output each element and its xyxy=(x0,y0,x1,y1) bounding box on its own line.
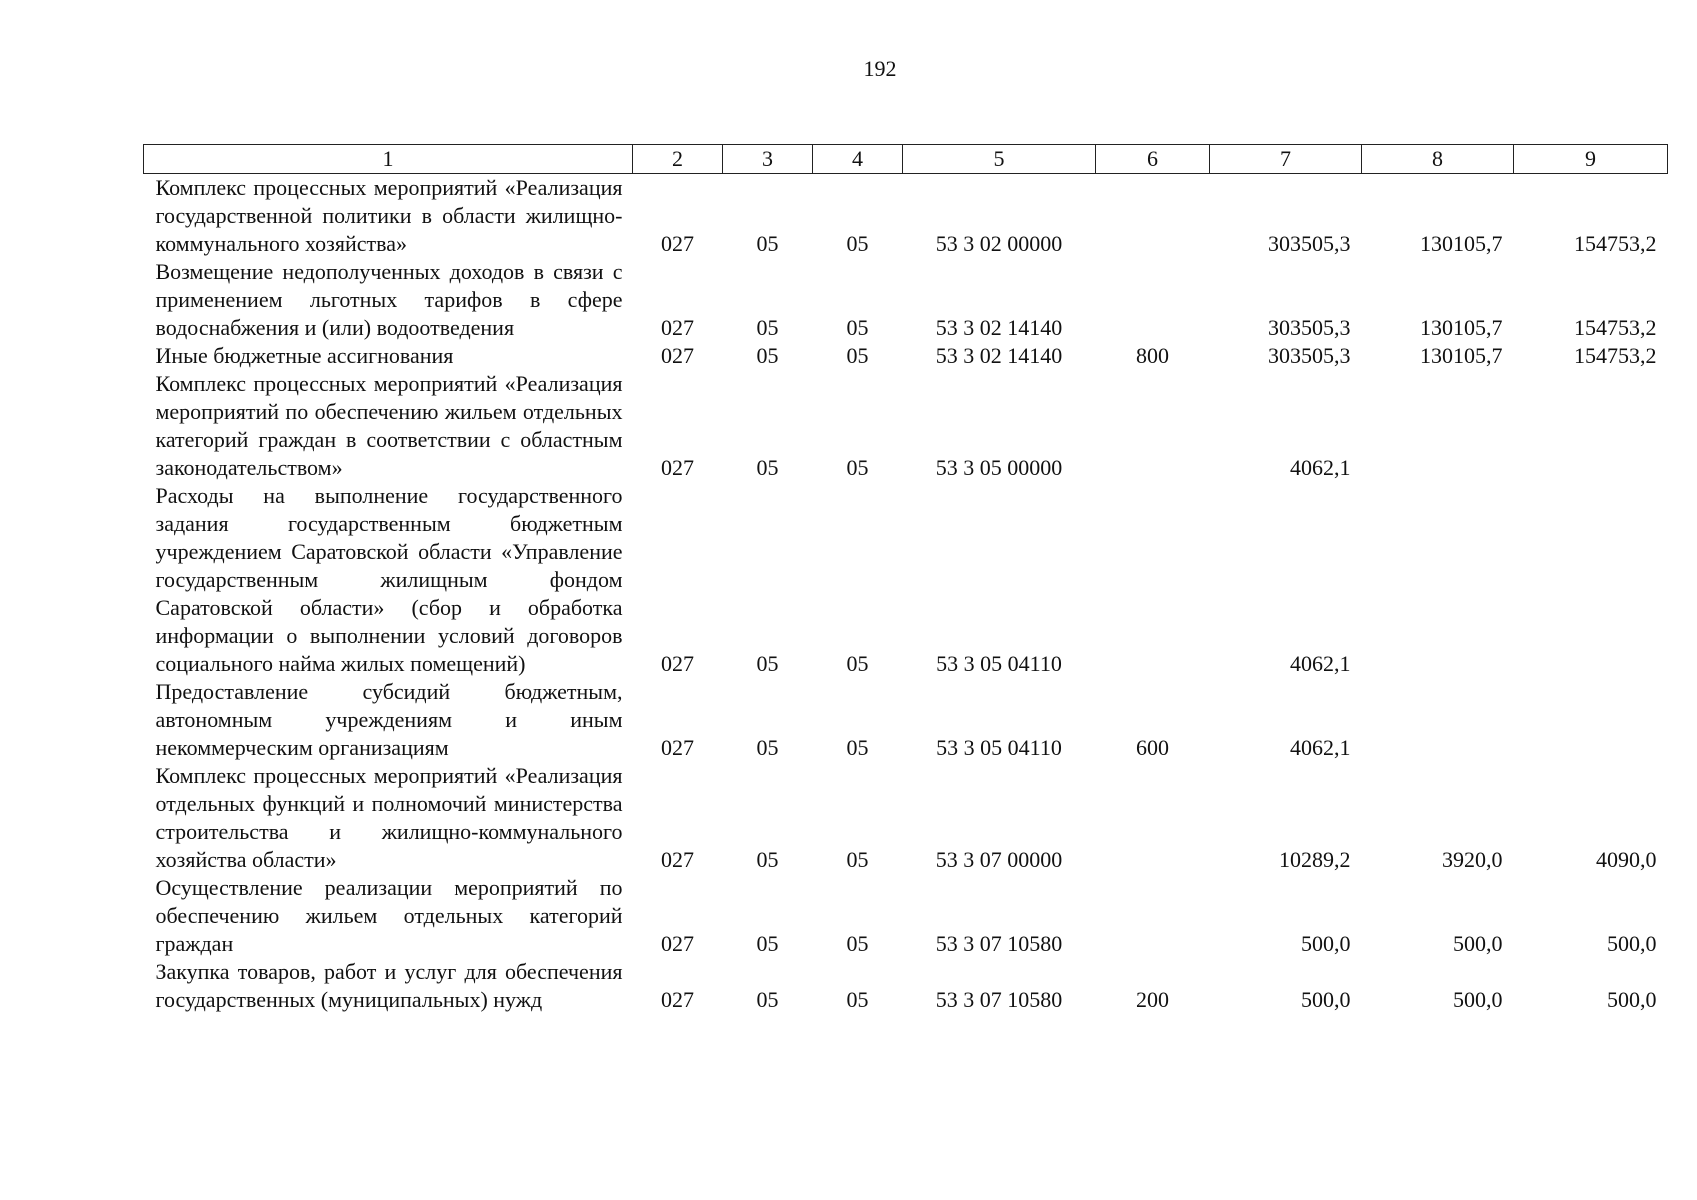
amount-col8 xyxy=(1362,370,1514,482)
amount-col7: 500,0 xyxy=(1301,987,1351,1012)
target-article-code: 53 3 02 14140 xyxy=(935,315,1063,340)
target-article-code: 53 3 07 10580 xyxy=(935,987,1063,1012)
column-header: 4 xyxy=(813,145,903,174)
amount-col9 xyxy=(1514,370,1668,482)
subsection-code: 05 xyxy=(846,847,869,872)
column-header: 1 xyxy=(144,145,633,174)
column-header: 5 xyxy=(903,145,1096,174)
ministry-code: 027 xyxy=(661,343,694,368)
amount-col9: 154753,2 xyxy=(1574,315,1657,340)
amount-col9 xyxy=(1514,482,1668,678)
amount-col7: 500,0 xyxy=(1301,931,1351,956)
column-header: 7 xyxy=(1210,145,1362,174)
target-article-code: 53 3 02 14140 xyxy=(935,343,1063,368)
expense-type-code: 600 xyxy=(1136,735,1169,760)
target-article-code: 53 3 05 04110 xyxy=(936,735,1062,760)
subsection-code: 05 xyxy=(846,931,869,956)
row-name: Закупка товаров, работ и услуг для обеспечения государственных (муниципальных) нужд xyxy=(155,959,623,1012)
ministry-code: 027 xyxy=(661,847,694,872)
expense-type-code: 200 xyxy=(1136,987,1169,1012)
amount-col7: 4062,1 xyxy=(1290,735,1351,760)
row-name: Комплекс процессных мероприятий «Реализация мероприятий по обеспечению жильем отдельных категорий граждан в соответствии с областным законодательством» xyxy=(155,371,623,480)
expense-type-code xyxy=(1096,482,1210,678)
table-header xyxy=(144,145,1668,174)
section-code: 05 xyxy=(756,987,779,1012)
column-header: 3 xyxy=(723,145,813,174)
expense-type-code xyxy=(1096,874,1210,958)
amount-col7: 303505,3 xyxy=(1268,315,1351,340)
section-code: 05 xyxy=(756,231,779,256)
table-body xyxy=(144,174,1668,1015)
section-code: 05 xyxy=(756,735,779,760)
table-row xyxy=(144,874,1668,958)
ministry-code: 027 xyxy=(661,231,694,256)
ministry-code: 027 xyxy=(661,651,694,676)
table-row xyxy=(144,370,1668,482)
ministry-code: 027 xyxy=(661,987,694,1012)
section-code: 05 xyxy=(756,847,779,872)
expense-type-code: 800 xyxy=(1136,343,1169,368)
row-name: Возмещение недополученных доходов в связи с применением льготных тарифов в сфере водоснабжения и (или) водоотведения xyxy=(155,259,623,340)
amount-col9: 154753,2 xyxy=(1574,231,1657,256)
subsection-code: 05 xyxy=(846,987,869,1012)
subsection-code: 05 xyxy=(846,735,869,760)
amount-col8: 3920,0 xyxy=(1442,847,1503,872)
target-article-code: 53 3 02 00000 xyxy=(935,231,1063,256)
amount-col8: 130105,7 xyxy=(1420,231,1503,256)
row-name: Комплекс процессных мероприятий «Реализация государственной политики в области жилищно-коммунального хозяйства» xyxy=(155,175,623,256)
amount-col8: 500,0 xyxy=(1453,931,1503,956)
ministry-code: 027 xyxy=(661,931,694,956)
amount-col9: 500,0 xyxy=(1607,931,1657,956)
column-number-row xyxy=(144,145,1668,174)
subsection-code: 05 xyxy=(846,651,869,676)
expense-type-code xyxy=(1096,174,1210,259)
amount-col9: 154753,2 xyxy=(1574,343,1657,368)
table-row xyxy=(144,482,1668,678)
ministry-code: 027 xyxy=(661,315,694,340)
subsection-code: 05 xyxy=(846,343,869,368)
amount-col9: 500,0 xyxy=(1607,987,1657,1012)
amount-col8 xyxy=(1362,482,1514,678)
amount-col7: 303505,3 xyxy=(1268,231,1351,256)
table-row xyxy=(144,258,1668,342)
subsection-code: 05 xyxy=(846,455,869,480)
section-code: 05 xyxy=(756,315,779,340)
table-row xyxy=(144,342,1668,370)
row-name: Комплекс процессных мероприятий «Реализация отдельных функций и полномочий министерства строительства и жилищно-коммунального хозяйства области» xyxy=(155,763,623,872)
amount-col7: 303505,3 xyxy=(1268,343,1351,368)
subsection-code: 05 xyxy=(846,315,869,340)
row-name: Иные бюджетные ассигнования xyxy=(155,343,454,368)
amount-col7: 4062,1 xyxy=(1290,455,1351,480)
column-header: 2 xyxy=(633,145,723,174)
budget-table xyxy=(143,144,1668,1014)
column-header: 6 xyxy=(1096,145,1210,174)
column-header: 8 xyxy=(1362,145,1514,174)
amount-col7: 10289,2 xyxy=(1279,847,1351,872)
target-article-code: 53 3 05 04110 xyxy=(936,651,1062,676)
ministry-code: 027 xyxy=(661,455,694,480)
table-row xyxy=(144,678,1668,762)
table-row xyxy=(144,174,1668,259)
amount-col8 xyxy=(1362,678,1514,762)
amount-col8: 130105,7 xyxy=(1420,315,1503,340)
section-code: 05 xyxy=(756,931,779,956)
target-article-code: 53 3 05 00000 xyxy=(935,455,1063,480)
section-code: 05 xyxy=(756,651,779,676)
amount-col7: 4062,1 xyxy=(1290,651,1351,676)
ministry-code: 027 xyxy=(661,735,694,760)
amount-col8: 130105,7 xyxy=(1420,343,1503,368)
subsection-code: 05 xyxy=(846,231,869,256)
section-code: 05 xyxy=(756,455,779,480)
expense-type-code xyxy=(1096,762,1210,874)
column-header: 9 xyxy=(1514,145,1668,174)
target-article-code: 53 3 07 10580 xyxy=(935,931,1063,956)
row-name: Осуществление реализации мероприятий по обеспечению жильем отдельных категорий граждан xyxy=(155,875,623,956)
row-name: Предоставление субсидий бюджетным, автономным учреждениям и иным некоммерческим организациям xyxy=(155,679,623,760)
expense-type-code xyxy=(1096,258,1210,342)
amount-col9 xyxy=(1514,678,1668,762)
amount-col8: 500,0 xyxy=(1453,987,1503,1012)
expense-type-code xyxy=(1096,370,1210,482)
page-number: 192 xyxy=(863,56,897,81)
section-code: 05 xyxy=(756,343,779,368)
amount-col9: 4090,0 xyxy=(1596,847,1657,872)
target-article-code: 53 3 07 00000 xyxy=(935,847,1063,872)
table-row xyxy=(144,958,1668,1014)
table-row xyxy=(144,762,1668,874)
row-name: Расходы на выполнение государственного задания государственным бюджетным учреждением Саратовской области «Управление государственным жилищным фондом Саратовской области» (сбор и обработка информации о выполнении условий договоров социального найма жилых помещений) xyxy=(155,483,623,676)
